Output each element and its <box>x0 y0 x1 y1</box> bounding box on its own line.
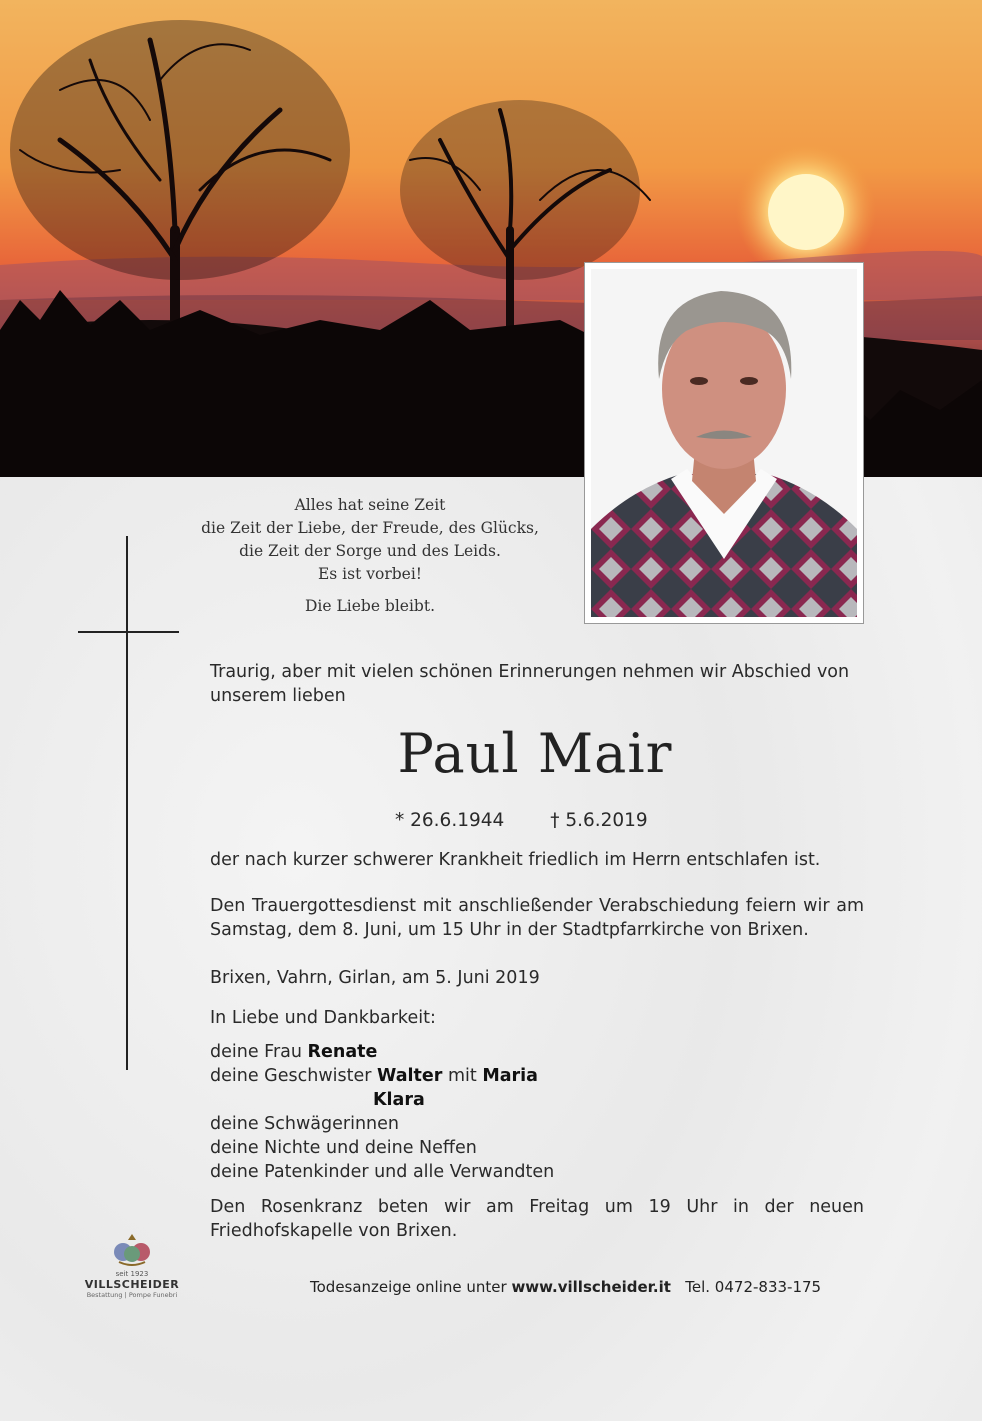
mourner-name: Klara <box>373 1090 425 1110</box>
mourner-name: Maria <box>482 1066 538 1086</box>
mourners-list <box>210 1040 864 1184</box>
birth-date: * 26.6.1944 <box>395 810 505 831</box>
poem-block <box>130 494 610 586</box>
intro-text: Traurig, aber mit vielen schönen Erinnerungen nehmen wir Abschied von unserem lieben <box>210 662 850 706</box>
life-dates <box>395 810 688 831</box>
mourner-line: deine Patenkinder und alle Verwandten <box>210 1162 555 1182</box>
logo-subtitle: Bestattung | Pompe Funebri <box>86 1291 178 1299</box>
mourner-name: Walter <box>377 1066 443 1086</box>
passing-text: der nach kurzer schwerer Krankheit friedlich im Herrn entschlafen ist. <box>210 850 821 870</box>
mourner-connector: mit <box>447 1066 477 1086</box>
portrait-photo <box>585 263 863 623</box>
poem-line: Es ist vorbei! <box>317 565 423 583</box>
love-line: In Liebe und Dankbarkeit: <box>210 1008 436 1028</box>
mourner-line: deine Schwägerinnen <box>210 1114 399 1134</box>
mourner-name: Renate <box>307 1042 378 1062</box>
mourner-sibling2 <box>210 1088 864 1112</box>
crest-icon <box>109 1232 155 1266</box>
place-date: Brixen, Vahrn, Girlan, am 5. Juni 2019 <box>210 968 540 988</box>
mourner-prefix: deine Geschwister <box>210 1066 372 1086</box>
poem-line: die Zeit der Sorge und des Leids. <box>239 542 501 560</box>
poem-line: die Zeit der Liebe, der Freude, des Glücks, <box>201 519 539 537</box>
service-text: Den Trauergottesdienst mit anschließender Verabschiedung feiern wir am Samstag, dem 8. Juni, um 15 Uhr in der Stadtpfarrkirche von Brixen. <box>210 896 864 940</box>
mourner-line: deine Nichte und deine Neffen <box>210 1138 477 1158</box>
logo-since: seit 1923 <box>115 1270 149 1278</box>
mourner-prefix: deine Frau <box>210 1042 302 1062</box>
cross-horizontal-icon <box>78 631 179 633</box>
mourner-wife <box>210 1040 864 1064</box>
rosary-text: Den Rosenkranz beten wir am Freitag um 19 Uhr in der neuen Friedhofskapelle von Brixen. <box>210 1197 864 1241</box>
logo-brand: VILLSCHEIDER <box>84 1278 180 1291</box>
deceased-name: Paul Mair <box>397 722 673 785</box>
poem-line: Alles hat seine Zeit <box>294 496 446 514</box>
footer-prefix: Todesanzeige online unter <box>310 1278 507 1296</box>
villscheider-logo <box>82 1232 182 1299</box>
mourner-siblings <box>210 1064 864 1088</box>
poem-closing: Die Liebe bleibt. <box>304 597 436 615</box>
footer-url-link[interactable]: www.villscheider.it <box>511 1278 671 1296</box>
footer-phone: Tel. 0472-833-175 <box>685 1278 822 1296</box>
cross-vertical-icon <box>126 536 128 1070</box>
footer <box>310 1278 821 1296</box>
death-date: † 5.6.2019 <box>550 810 648 831</box>
